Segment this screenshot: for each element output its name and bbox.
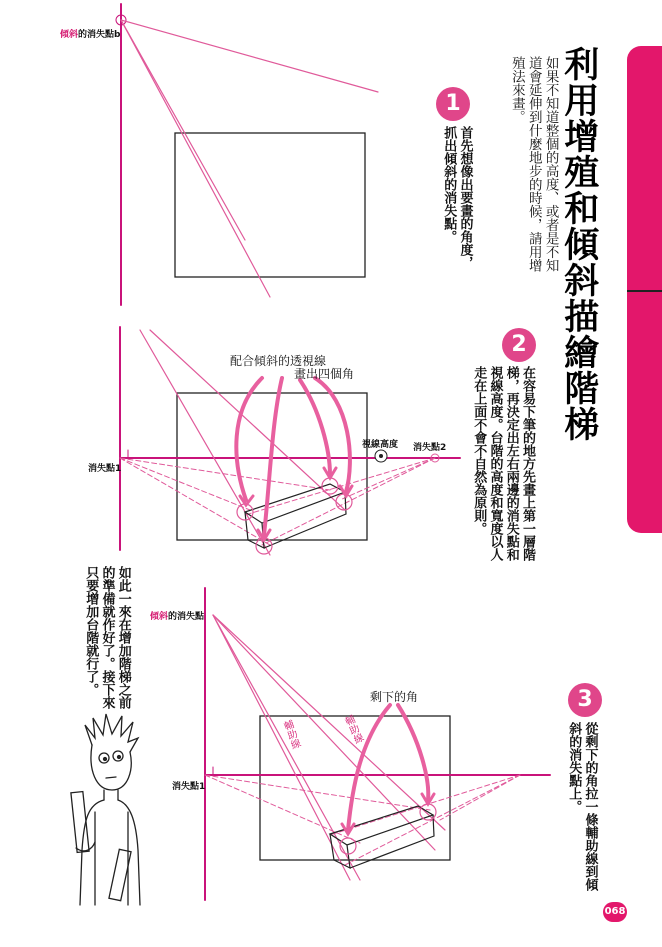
diagram1-vanishing-label: 傾斜的消失點b	[60, 30, 121, 40]
diagram3-vp1-label: 消失點1	[172, 782, 206, 792]
step-3-number: 3	[568, 683, 602, 717]
step-1-text: 首先想像出要畫的角度，抓出傾斜的消失點。	[441, 126, 473, 269]
aux-line-label-2: 輔助線	[341, 714, 364, 746]
character-illustration	[71, 714, 140, 905]
page-title: 利用增殖和傾斜描繪階梯	[558, 46, 599, 442]
page-number: 068	[603, 902, 627, 922]
step-2-number: 2	[502, 328, 536, 362]
diagram3-vanishing-label: 傾斜的消失點	[150, 612, 205, 622]
closing-note: 如此一來在增加階梯之前的準備就作好了。接下來只要增加台階就行了。	[83, 566, 131, 709]
diagram-1	[116, 4, 378, 305]
step-2-text: 在容易下筆的地方先畫上第一層階梯，再決定出左右兩邊的消失點和視線高度。台階的高度和寬度以人走在上面不會不自然為原則。	[471, 366, 535, 561]
diagram3-note: 剩下的角	[370, 690, 419, 704]
aux-line-label-1: 輔助線	[280, 719, 301, 751]
diagram2-vp1-label: 消失點1	[88, 464, 122, 474]
intro-text: 如果不知道整個的高度、或者是不知道會延伸到什麼地步的時候，請用增殖法來畫。	[508, 56, 559, 272]
diagram-3	[205, 588, 550, 900]
diagram2-note-line2: 畫出四個角	[294, 367, 355, 381]
diagram2-vp2-label: 消失點2	[413, 443, 447, 453]
diagram2-note-line1: 配合傾斜的透視線	[230, 354, 327, 368]
step-3-text: 從剩下的角拉一條輔助線到傾斜的消失點上。	[566, 722, 598, 891]
diagram2-eye-level-label: 視線高度	[362, 440, 399, 450]
step-1-number: 1	[436, 87, 470, 121]
